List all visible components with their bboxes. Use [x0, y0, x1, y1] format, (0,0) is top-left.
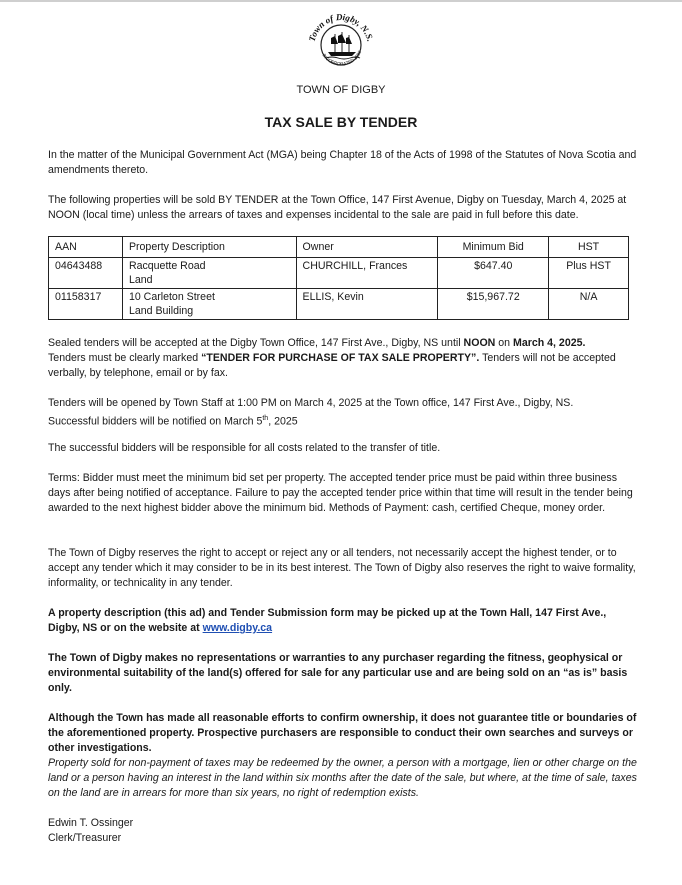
col-header-min-bid: Minimum Bid [438, 237, 549, 258]
sealed-marking: “TENDER FOR PURCHASE OF TAX SALE PROPERTY”. [201, 352, 480, 364]
cell-hst: Plus HST [549, 258, 629, 289]
col-header-hst: HST [549, 237, 629, 258]
cell-min-bid: $15,967.72 [438, 289, 549, 320]
cell-min-bid: $647.40 [438, 258, 549, 289]
opening-line: , 2025 [268, 415, 298, 428]
signature-role: Clerk/Treasurer [48, 832, 122, 844]
cell-owner: ELLIS, Kevin [296, 289, 438, 320]
sealed-text: on [495, 337, 513, 349]
sealed-text: Sealed tenders will be accepted at the Digby Town Office, 147 First Ave., Digby, NS until [48, 337, 464, 349]
redemption-paragraph: Property sold for non-payment of taxes may be redeemed by the owner, a person with a mortgage, lien or other charge on the land or a person having an interest in the land within six months after the date of the sale, but where, at the time of sale, taxes on the land are in arrears for more than six years, no right of redemption exists. [48, 757, 637, 799]
table-row [49, 258, 629, 289]
intro-paragraph-1: In the matter of the Municipal Government Act (MGA) being Chapter 18 of the Acts of 1998 of the Statutes of Nova Scotia and amendments thereto. [48, 149, 637, 176]
table-header-row [49, 237, 629, 258]
cell-owner: CHURCHILL, Frances [296, 258, 438, 289]
opening-paragraph [48, 396, 638, 430]
signature-block [48, 816, 638, 846]
top-border [0, 0, 682, 2]
col-header-aan: AAN [49, 237, 123, 258]
opening-line: Tenders will be opened by Town Staff at 1:00 PM on March 4, 2025 at the Town office, 147 First Ave., Digby, NS. [48, 397, 574, 409]
svg-text:Town of Digby, N.S.: Town of Digby, N.S. [306, 14, 376, 43]
sealed-tenders-paragraph [48, 336, 638, 381]
ownership-paragraph: Although the Town has made all reasonable efforts to confirm ownership, it does not guarantee title or boundaries of the aforementioned property. Prospective purchasers are responsible to conduct their own searches and surveys or other investigations. [48, 712, 637, 754]
website-link[interactable]: www.digby.ca [202, 622, 273, 634]
page-title: TAX SALE BY TENDER [264, 114, 418, 130]
sealed-text: Tenders must be clearly marked [48, 352, 202, 364]
town-name: TOWN OF DIGBY [296, 84, 386, 96]
pickup-paragraph [48, 606, 638, 636]
cell-aan: 01158317 [49, 289, 123, 320]
reserves-paragraph: The Town of Digby reserves the right to accept or reject any or all tenders, not necessarily accept the highest tender, or to accept any tender which it may consider to be in its best interest. The Town of Digby also reserves the right to waive formality, informality, or technicality in any tender. [48, 547, 636, 589]
cell-hst: N/A [549, 289, 629, 320]
table-row [49, 289, 629, 320]
town-seal-logo [302, 14, 380, 76]
warranty-paragraph: The Town of Digby makes no representations or warranties to any purchaser regarding the fitness, geophysical or environmental suitability of the land(s) offered for sale for any particular use and are being sold on an “as is” basis only. [48, 652, 628, 694]
intro-paragraph-2: The following properties will be sold BY TENDER at the Town Office, 147 First Avenue, Digby on Tuesday, March 4, 2025 at NOON (local time) unless the arrears of taxes and expenses incidental to the sale are paid in full before this date. [48, 194, 627, 221]
col-header-description: Property Description [122, 237, 296, 258]
costs-paragraph: The successful bidders will be responsible for all costs related to the transfer of title. [48, 442, 441, 454]
cell-description [122, 258, 296, 289]
cell-description [122, 289, 296, 320]
description-line: Land [128, 274, 153, 286]
pickup-text: A property description (this ad) and Tender Submission form may be picked up at the Town Hall, 147 First Ave., Digby, NS or on the website at [48, 607, 607, 634]
description-line: Land Building [128, 305, 194, 317]
sealed-text: Tenders will not be accepted verbally, by telephone, email or by fax. [48, 352, 616, 379]
terms-paragraph: Terms: Bidder must meet the minimum bid set per property. The accepted tender price must be paid within three business days after being notified of acceptance. Failure to pay the accepted tender price within that time will result in the tender being awarded to the next highest bidder above the minimum bid. Methods of Payment: cash, certified Cheque, money order. [48, 472, 633, 514]
description-line: Racquette Road [128, 260, 206, 272]
description-line: 10 Carleton Street [128, 291, 215, 303]
sealed-noon: NOON [463, 337, 496, 349]
opening-line: Successful bidders will be notified on March 5 [48, 415, 263, 428]
col-header-owner: Owner [296, 237, 438, 258]
properties-table [48, 236, 629, 320]
ordinal-suffix: th [262, 415, 269, 422]
svg-text:INCORPORATED 1890: INCORPORATED 1890 [321, 49, 363, 67]
cell-aan: 04643488 [49, 258, 123, 289]
sealed-date: March 4, 2025. [513, 337, 586, 349]
signature-name: Edwin T. Ossinger [48, 817, 134, 829]
